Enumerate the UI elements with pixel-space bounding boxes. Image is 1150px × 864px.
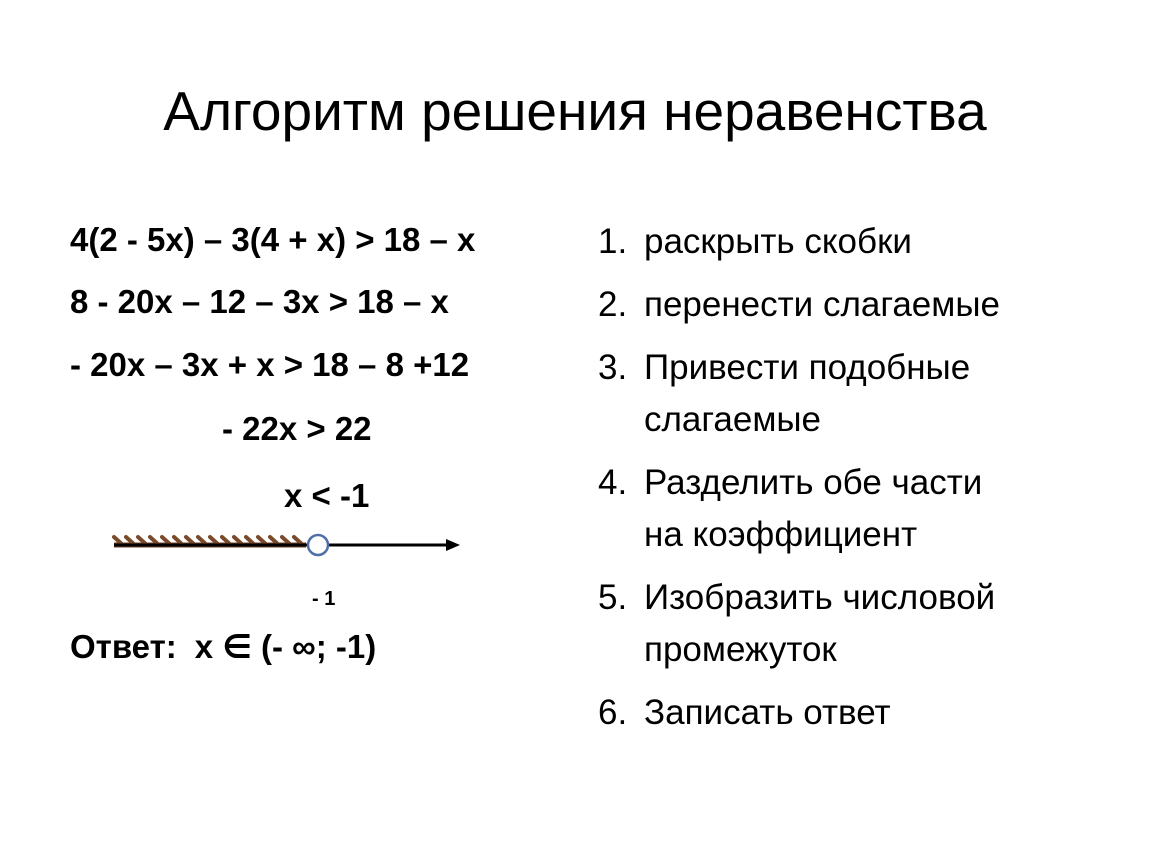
solution-step-2: 8 - 20x – 12 – 3x > 18 – x — [70, 283, 449, 320]
number-line — [100, 515, 480, 575]
solution-step-4: - 22x > 22 — [222, 410, 372, 447]
answer-label: Ответ: — [70, 628, 177, 665]
axis-arrowhead — [446, 539, 460, 551]
solution-step-3: - 20x – 3x + x > 18 – 8 +12 — [70, 346, 470, 383]
step-number: 2. — [598, 285, 628, 324]
step-text: перенести слагаемые — [644, 285, 1000, 324]
step-text: Привести подобные слагаемые — [644, 348, 971, 439]
answer-value: x ∈ (- ∞; -1) — [194, 628, 377, 665]
slide-title: Алгоритм решения неравенства — [163, 80, 987, 142]
algorithm-step — [598, 279, 1000, 331]
algorithm-step — [598, 342, 1000, 446]
step-number: 6. — [598, 693, 628, 732]
step-number: 3. — [598, 348, 628, 387]
step-text: раскрыть скобки — [644, 222, 912, 261]
step-text: Изобразить числовой промежуток — [644, 578, 996, 669]
algorithm-steps — [598, 216, 1000, 750]
point-label: - 1 — [312, 588, 336, 610]
step-number: 5. — [598, 578, 628, 617]
solution-step-1: 4(2 - 5x) – 3(4 + x) > 18 – x — [70, 221, 476, 258]
algorithm-step — [598, 457, 1000, 561]
open-point — [308, 535, 328, 555]
step-number: 4. — [598, 463, 628, 502]
solution-step-5: x < -1 — [284, 477, 370, 514]
step-text: Разделить обе части на коэффициент — [644, 463, 983, 554]
step-number: 1. — [598, 222, 628, 261]
algorithm-step — [598, 216, 1000, 268]
answer — [70, 627, 376, 667]
algorithm-step — [598, 687, 1000, 739]
algorithm-step — [598, 572, 1000, 676]
step-text: Записать ответ — [644, 693, 891, 732]
